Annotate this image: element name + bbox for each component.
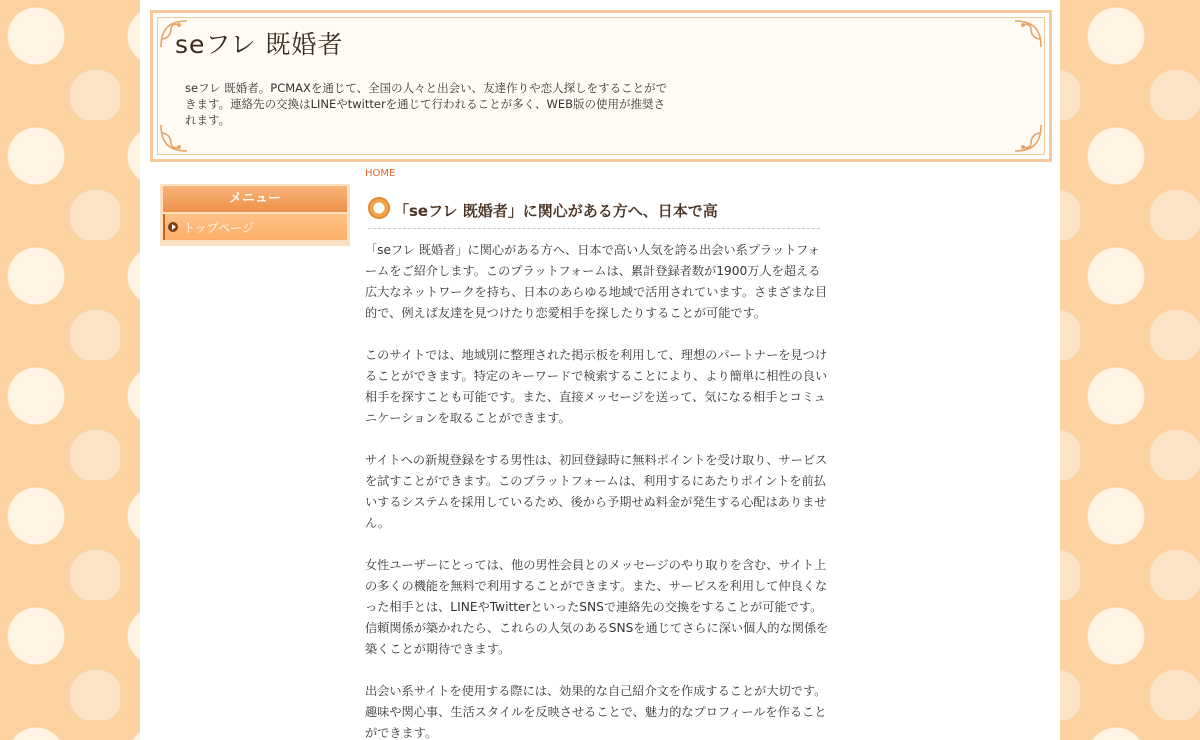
article-body — [365, 240, 831, 740]
ornament-icon — [983, 19, 1043, 49]
paragraph: サイトへの新規登録をする男性は、初回登録時に無料ポイントを受け取り、サービスを試すことができます。このプラットフォームは、利用するにあたりポイントを前払いするシステムを採用しているため、後から予期せぬ料金が発生する心配はありません。 — [365, 453, 828, 530]
paragraph: 「seフレ 既婚者」に関心がある方へ、日本で高い人気を誇る出会い系プラットフォームをご紹介します。このプラットフォームは、累計登録者数が1900万人を超える広大なネットワークを持ち、日本のあらゆる地域で活用されています。さまざまな目的で、例えば友達を見つけたり恋愛相手を探したりすることが可能です。 — [365, 243, 828, 320]
site-title[interactable]: seフレ 既婚者 — [175, 30, 344, 59]
post-title-bar — [368, 196, 820, 229]
sidebar-item-label: トップページ — [183, 220, 254, 235]
paragraph: 出会い系サイトを使用する際には、効果的な自己紹介文を作成することが大切です。趣味や関心事、生活スタイルを反映させることで、魅力的なプロフィールを作ることができます。 — [365, 684, 827, 740]
page-container — [140, 0, 1060, 740]
arrow-circle-icon — [168, 222, 178, 232]
sidebar-menu — [160, 184, 350, 246]
post-title: 「seフレ 既婚者」に関心がある方へ、日本で高 — [394, 202, 718, 220]
sidebar-item-top-page[interactable] — [163, 214, 347, 240]
site-description: seフレ 既婚者。PCMAXを通じて、全国の人々と出会い、友達作りや恋人探しをすることができます。連絡先の交換はLINEやtwitterを通じて行われることが多く、WEB版の使用が推奨されます。 — [185, 81, 668, 127]
ring-icon — [368, 197, 390, 219]
ornament-icon — [983, 123, 1043, 153]
breadcrumb-home-link[interactable]: HOME — [365, 168, 396, 179]
menu-title: メニュー — [163, 186, 347, 212]
site-header — [150, 10, 1052, 162]
paragraph: このサイトでは、地域別に整理された掲示板を利用して、理想のパートナーを見つけることができます。特定のキーワードで検索することにより、より簡単に相性の良い相手を探すことも可能です。また、直接メッセージを送って、気になる相手とコミュニケーションを取ることができます。 — [365, 348, 828, 425]
paragraph: 女性ユーザーにとっては、他の男性会員とのメッセージのやり取りを含む、サイト上の多くの機能を無料で利用することができます。また、サービスを利用して仲良くなった相手とは、LINEやTwitterといったSNSで連絡先の交換をすることが可能です。信頼関係が築かれたら、これらの人気のあるSNSを通じてさらに深い個人的な関係を築くことが期待できます。 — [365, 558, 829, 656]
